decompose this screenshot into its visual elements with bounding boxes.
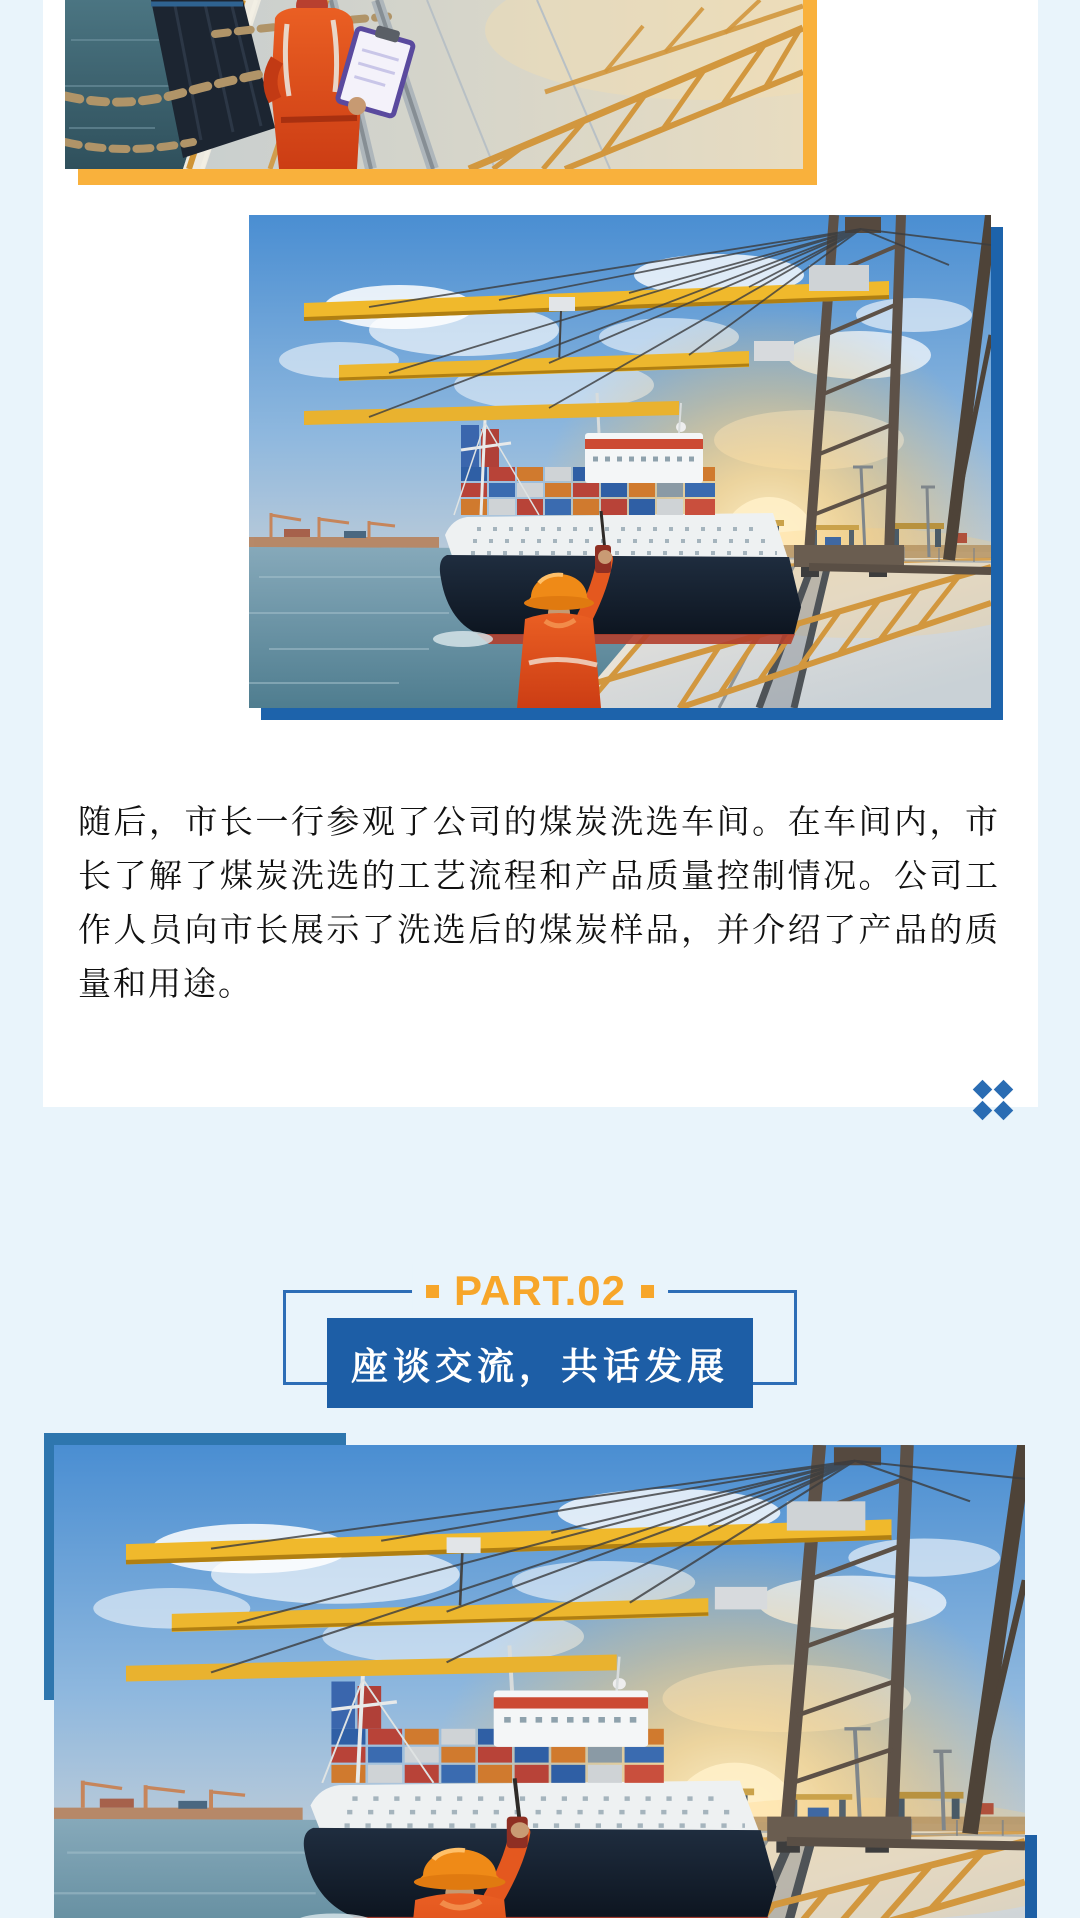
orange-square-right-icon <box>641 1285 654 1298</box>
section-title: 座谈交流，共话发展 <box>351 1346 729 1387</box>
section-title-banner <box>327 1318 753 1408</box>
part-label: PART.02 <box>454 1267 626 1314</box>
part-heading <box>412 1264 668 1318</box>
four-diamonds-icon <box>971 1078 1015 1122</box>
container-ship-photo[interactable] <box>249 215 991 708</box>
pier-inspector-photo[interactable] <box>65 0 803 169</box>
article-paragraph: 随后，市长一行参观了公司的煤炭洗选车间。在车间内，市长了解了煤炭洗选的工艺流程和产品质量控制情况。公司工作人员向市长展示了洗选后的煤炭样品，并介绍了产品的质量和用途。 <box>78 803 1000 1002</box>
container-ship-photo-large[interactable] <box>54 1445 1025 1918</box>
orange-square-left-icon <box>426 1285 439 1298</box>
